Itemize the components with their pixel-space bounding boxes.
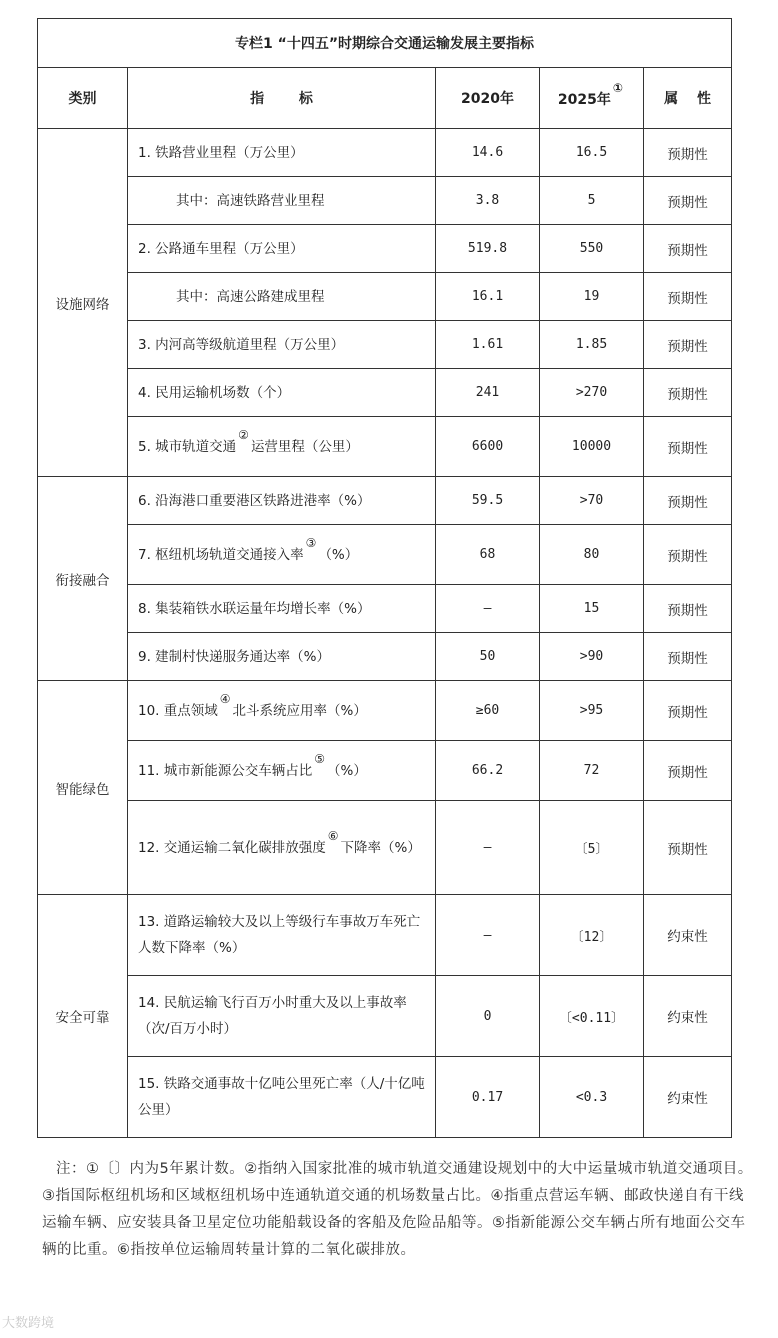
indicator-cell: [128, 681, 436, 741]
table-row: [38, 321, 732, 369]
category-cell: 设施网络: [38, 129, 128, 477]
indicator-text: 其中：高速铁路营业里程: [176, 192, 325, 209]
property-cell: 预期性: [644, 417, 732, 477]
value-2025-cell: 19: [540, 273, 644, 321]
value-2025-cell: >95: [540, 681, 644, 741]
indicator-cell: [128, 633, 436, 681]
table-row: [38, 585, 732, 633]
property-cell: 预期性: [644, 369, 732, 417]
table-body: [38, 129, 732, 1138]
value-2025-cell: 5: [540, 177, 644, 225]
category-cell: 智能绿色: [38, 681, 128, 895]
category-cell: 安全可靠: [38, 895, 128, 1138]
property-cell: 预期性: [644, 525, 732, 585]
table-row: [38, 525, 732, 585]
property-cell: 预期性: [644, 681, 732, 741]
property-cell: 预期性: [644, 129, 732, 177]
indicator-text: 10. 重点领域: [138, 702, 218, 719]
header-property: 属 性: [644, 68, 732, 129]
indicator-text: 5. 城市轨道交通: [138, 438, 237, 455]
indicator-text-suffix: 下降率（%）: [340, 839, 421, 856]
indicator-text: 6. 沿海港口重要港区铁路进港率（%）: [138, 492, 371, 509]
indicator-cell: [128, 976, 436, 1057]
property-cell: 约束性: [644, 976, 732, 1057]
header-indicator: 指 标: [128, 68, 436, 129]
indicator-cell: [128, 369, 436, 417]
header-2025: [540, 68, 644, 129]
value-2025-cell: 15: [540, 585, 644, 633]
table-title: 专栏1 “十四五”时期综合交通运输发展主要指标: [38, 19, 732, 68]
indicator-cell: [128, 741, 436, 801]
value-2020-cell: ≥60: [436, 681, 540, 741]
value-2020-cell: 241: [436, 369, 540, 417]
indicator-cell: [128, 477, 436, 525]
table-row: [38, 976, 732, 1057]
value-2020-cell: 16.1: [436, 273, 540, 321]
category-cell: 衔接融合: [38, 477, 128, 681]
indicator-text-suffix: （%）: [318, 546, 359, 563]
property-cell: 约束性: [644, 895, 732, 976]
indicator-text: 13. 道路运输较大及以上等级行车事故万车死亡人数下降率（%）: [138, 914, 421, 956]
table-row: [38, 225, 732, 273]
value-2020-cell: —: [436, 801, 540, 895]
indicator-text: 3. 内河高等级航道里程（万公里）: [138, 336, 345, 353]
indicator-text: 4. 民用运输机场数（个）: [138, 384, 291, 401]
value-2020-cell: 59.5: [436, 477, 540, 525]
value-2020-cell: 1.61: [436, 321, 540, 369]
value-2020-cell: 68: [436, 525, 540, 585]
value-2025-cell: 16.5: [540, 129, 644, 177]
indicator-text: 2. 公路通车里程（万公里）: [138, 240, 304, 257]
value-2025-cell: 80: [540, 525, 644, 585]
table-row: [38, 895, 732, 976]
property-cell: 预期性: [644, 321, 732, 369]
indicator-cell: [128, 177, 436, 225]
value-2020-cell: —: [436, 895, 540, 976]
indicator-cell: [128, 321, 436, 369]
indicator-text: 9. 建制村快递服务通达率（%）: [138, 648, 330, 665]
value-2025-cell: 72: [540, 741, 644, 801]
header-2020: 2020年: [436, 68, 540, 129]
footnote-text: [42, 1156, 758, 1264]
indicator-cell: [128, 129, 436, 177]
indicator-text-suffix: （%）: [327, 762, 367, 779]
table-row: [38, 177, 732, 225]
value-2025-cell: 10000: [540, 417, 644, 477]
property-cell: 预期性: [644, 801, 732, 895]
table-row: [38, 801, 732, 895]
table-row: [38, 1057, 732, 1138]
value-2025-cell: >70: [540, 477, 644, 525]
indicator-text: 1. 铁路营业里程（万公里）: [138, 144, 304, 161]
value-2025-cell: <0.3: [540, 1057, 644, 1138]
footnote-marker: ③: [305, 535, 317, 550]
indicator-text: 7. 枢纽机场轨道交通接入率: [138, 546, 304, 563]
indicator-table: [37, 18, 732, 1138]
property-cell: 约束性: [644, 1057, 732, 1138]
table-header-row: [38, 68, 732, 129]
value-2020-cell: 66.2: [436, 741, 540, 801]
value-2020-cell: 0.17: [436, 1057, 540, 1138]
property-cell: 预期性: [644, 633, 732, 681]
indicator-text: 12. 交通运输二氧化碳排放强度: [138, 839, 326, 856]
indicator-cell: [128, 895, 436, 976]
value-2020-cell: 519.8: [436, 225, 540, 273]
value-2020-cell: 0: [436, 976, 540, 1057]
value-2020-cell: —: [436, 585, 540, 633]
indicator-cell: [128, 1057, 436, 1138]
footnote-body: 注：①〔〕内为5年累计数。②指纳入国家批准的城市轨道交通建设规划中的大中运量城市轨道交通项目。③指国际枢纽机场和区域枢纽机场中连通轨道交通的机场数量占比。④指重点营运车辆、邮政快递自有干线运输车辆、应安装具备卫星定位功能船载设备的客船及危险品船等。⑤指新能源公交车辆占所有地面公交车辆的比重。⑥指按单位运输周转量计算的二氧化碳排放。: [42, 1161, 753, 1258]
indicator-text: 15. 铁路交通事故十亿吨公里死亡率（人/十亿吨公里）: [138, 1076, 425, 1118]
table-row: [38, 633, 732, 681]
indicator-cell: [128, 525, 436, 585]
value-2025-cell: 〔12〕: [540, 895, 644, 976]
header-2025-label: 2025年: [557, 91, 611, 108]
value-2020-cell: 14.6: [436, 129, 540, 177]
indicator-cell: [128, 225, 436, 273]
property-cell: 预期性: [644, 477, 732, 525]
property-cell: 预期性: [644, 225, 732, 273]
table-row: [38, 477, 732, 525]
footnote-marker: ④: [219, 691, 231, 706]
watermark-text: 大数跨境: [2, 1316, 55, 1331]
indicator-cell: [128, 273, 436, 321]
footnote-marker: ②: [238, 427, 249, 442]
property-cell: 预期性: [644, 177, 732, 225]
table-row: [38, 369, 732, 417]
indicator-text-suffix: 北斗系统应用率（%）: [232, 702, 367, 719]
value-2025-cell: 550: [540, 225, 644, 273]
table-row: [38, 417, 732, 477]
table-row: [38, 681, 732, 741]
indicator-text-suffix: 运营里程（公里）: [250, 438, 359, 455]
footnote-marker: ⑤: [314, 751, 326, 766]
indicator-text: 8. 集装箱铁水联运量年均增长率（%）: [138, 600, 371, 617]
header-2025-footnote: ①: [612, 80, 624, 95]
table-row: [38, 273, 732, 321]
property-cell: 预期性: [644, 273, 732, 321]
property-cell: 预期性: [644, 585, 732, 633]
indicator-cell: [128, 417, 436, 477]
value-2020-cell: 6600: [436, 417, 540, 477]
indicator-cell: [128, 801, 436, 895]
indicator-text: 14. 民航运输飞行百万小时重大及以上事故率（次/百万小时）: [138, 995, 407, 1037]
table-row: [38, 741, 732, 801]
value-2020-cell: 3.8: [436, 177, 540, 225]
indicator-text: 11. 城市新能源公交车辆占比: [138, 762, 313, 779]
value-2025-cell: >270: [540, 369, 644, 417]
footnote-marker: ⑥: [327, 828, 339, 843]
value-2025-cell: 〔<0.11〕: [540, 976, 644, 1057]
property-cell: 预期性: [644, 741, 732, 801]
header-category: 类别: [38, 68, 128, 129]
indicator-table-wrapper: [37, 18, 731, 1138]
indicator-cell: [128, 585, 436, 633]
value-2025-cell: 〔5〕: [540, 801, 644, 895]
value-2025-cell: 1.85: [540, 321, 644, 369]
value-2020-cell: 50: [436, 633, 540, 681]
indicator-text: 其中：高速公路建成里程: [176, 288, 325, 305]
table-row: [38, 129, 732, 177]
value-2025-cell: >90: [540, 633, 644, 681]
